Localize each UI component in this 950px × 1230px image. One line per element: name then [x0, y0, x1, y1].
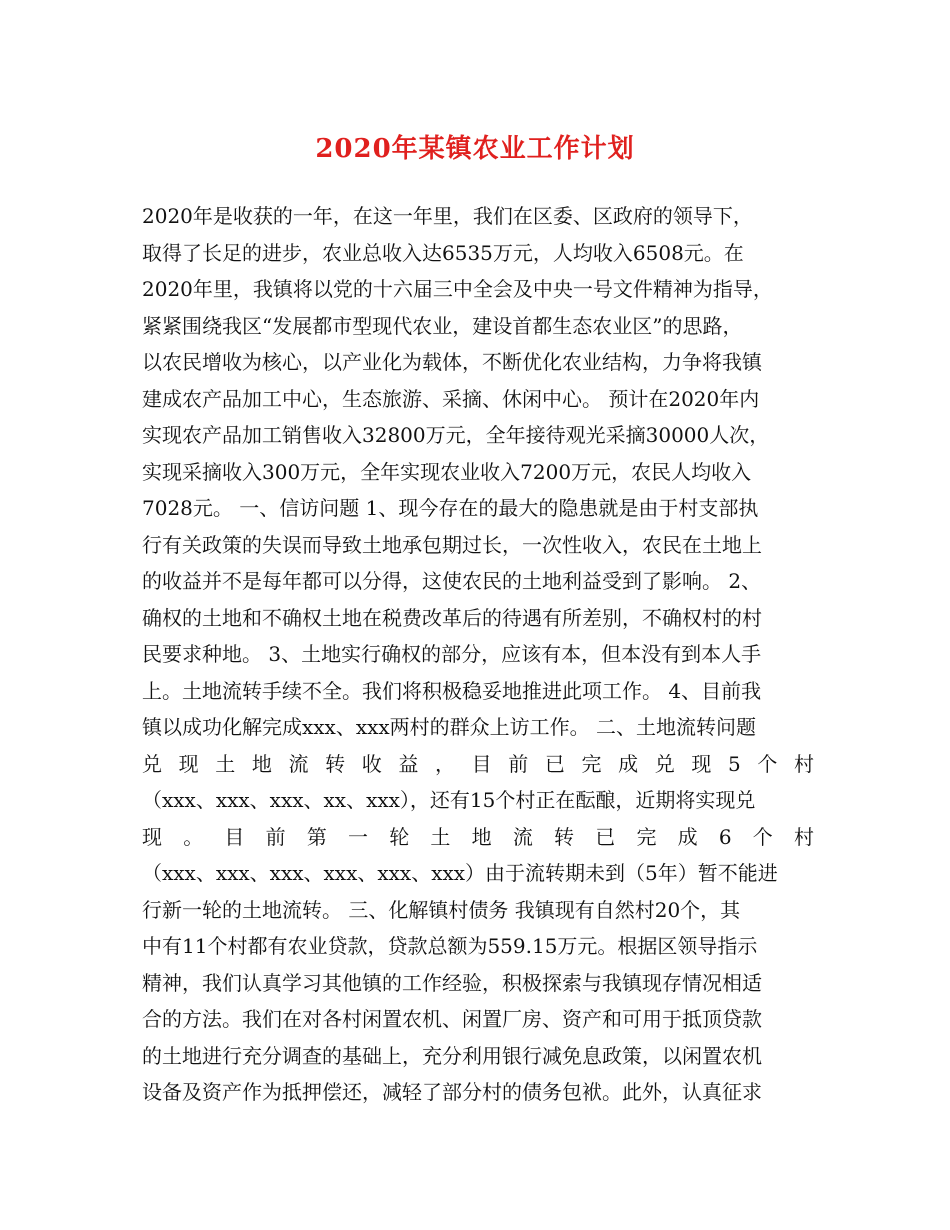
- line-glyph: 土: [430, 824, 451, 849]
- paragraph-line: 行有关政策的失误而导致土地承包期过长，一次性收入，农民在土地上: [142, 532, 762, 557]
- line-glyph: 5: [728, 751, 741, 776]
- line-glyph: 目: [471, 751, 492, 776]
- document-body: [142, 198, 814, 1111]
- line-glyph: 地: [471, 824, 492, 849]
- line-glyph: 村: [793, 751, 814, 776]
- line-glyph: 村: [793, 824, 814, 849]
- line-glyph: 前: [265, 824, 286, 849]
- line-glyph: 完: [581, 751, 602, 776]
- line-glyph: 收: [361, 751, 382, 776]
- paragraph-line: 合的方法。我们在对各村闲置农机、闲置厂房、资产和可用于抵顶贷款: [142, 1007, 762, 1031]
- line-glyph: 土: [215, 751, 236, 776]
- line-glyph: 一: [348, 824, 369, 849]
- paragraph-line: 行新一轮的土地流转。 三、化解镇村债务 我镇现有自然村20个，其: [142, 897, 741, 922]
- paragraph-line: 建成农产品加工中心，生态旅游、采摘、休闲中心。 预计在2020年内: [142, 386, 760, 411]
- paragraph-line: 镇以成功化解完成xxx、xxx两村的群众上访工作。 二、土地流转问题: [142, 715, 757, 739]
- paragraph-line: 上。土地流转手续不全。我们将积极稳妥地推进此项工作。 4、目前我: [142, 678, 762, 703]
- line-glyph: 成: [618, 751, 639, 776]
- line-glyph: 个: [757, 751, 778, 776]
- line-glyph: 成: [677, 824, 698, 849]
- paragraph-line: 的土地进行充分调查的基础上，充分利用银行减免息政策，以闲置农机: [142, 1043, 762, 1068]
- line-glyph: 前: [508, 751, 529, 776]
- paragraph-line: [142, 819, 814, 856]
- paragraph-line: 中有11个村都有农业贷款，贷款总额为559.15万元。根据区领导指示: [142, 934, 758, 958]
- paragraph-line: [142, 746, 814, 783]
- paragraph-line: 7028元。 一、信访问题 1、现今存在的最大的隐患就是由于村支部执: [142, 496, 759, 520]
- line-glyph: 轮: [389, 824, 410, 849]
- line-glyph: 现: [691, 751, 712, 776]
- paragraph-line: 实现采摘收入300万元，全年实现农业收入7200万元，农民人均收入: [142, 459, 752, 484]
- line-glyph: 转: [325, 751, 346, 776]
- paragraph-line: 取得了长足的进步，农业总收入达6535万元，人均收入6508元。在: [142, 240, 744, 265]
- line-glyph: 兑: [142, 751, 162, 776]
- line-glyph: 流: [512, 824, 533, 849]
- line-glyph: 目: [224, 824, 245, 849]
- paragraph-line: 实现农产品加工销售收入32800万元，全年接待观光采摘30000人次，: [142, 423, 770, 447]
- line-glyph: 个: [752, 824, 773, 849]
- line-glyph: 益: [398, 751, 419, 776]
- line-glyph: 现: [142, 824, 162, 849]
- paragraph-line: 民要求种地。 3、土地实行确权的部分，应该有本，但本没有到本人手: [142, 642, 762, 666]
- line-glyph: 已: [544, 751, 565, 776]
- paragraph-line: （xxx、xxx、xxx、xx、xxx），还有15个村正在酝酿，近期将实现兑: [142, 788, 756, 812]
- paragraph-line: 确权的土地和不确权土地在税费改革后的待遇有所差别，不确权村的村: [142, 605, 762, 630]
- line-glyph: ，: [435, 751, 455, 776]
- line-glyph: 转: [554, 824, 575, 849]
- line-glyph: 现: [178, 751, 199, 776]
- paragraph-line: 精神，我们认真学习其他镇的工作经验，积极探索与我镇现存情况相适: [142, 970, 762, 995]
- paragraph-line: （xxx、xxx、xxx、xxx、xxx、xxx）由于流转期未到（5年）暂不能进: [142, 861, 778, 885]
- line-glyph: 6: [718, 824, 732, 849]
- paragraph-line: 2020年是收获的一年，在这一年里，我们在区委、区政府的领导下，: [142, 204, 753, 228]
- document-title: 2020年某镇农业工作计划: [315, 134, 635, 164]
- line-glyph: 地: [251, 751, 272, 776]
- line-glyph: 已: [595, 824, 616, 849]
- line-glyph: 流: [288, 751, 309, 776]
- paragraph-line: 设备及资产作为抵押偿还，减轻了部分村的债务包袱。此外，认真征求: [142, 1080, 762, 1104]
- line-glyph: 兑: [654, 751, 675, 776]
- paragraph-line: 紧紧围绕我区“发展都市型现代农业，建设首都生态农业区”的思路，: [142, 313, 743, 338]
- paragraph-line: 的收益并不是每年都可以分得，这使农民的土地利益受到了影响。 2、: [142, 569, 762, 593]
- line-glyph: 第: [306, 824, 327, 849]
- paragraph-line: 2020年里，我镇将以党的十六届三中全会及中央一号文件精神为指导，: [142, 277, 773, 301]
- line-glyph: 。: [183, 824, 204, 849]
- paragraph-line: 以农民增收为核心，以产业化为载体，不断优化农业结构，力争将我镇: [142, 350, 762, 374]
- line-glyph: 完: [636, 824, 657, 849]
